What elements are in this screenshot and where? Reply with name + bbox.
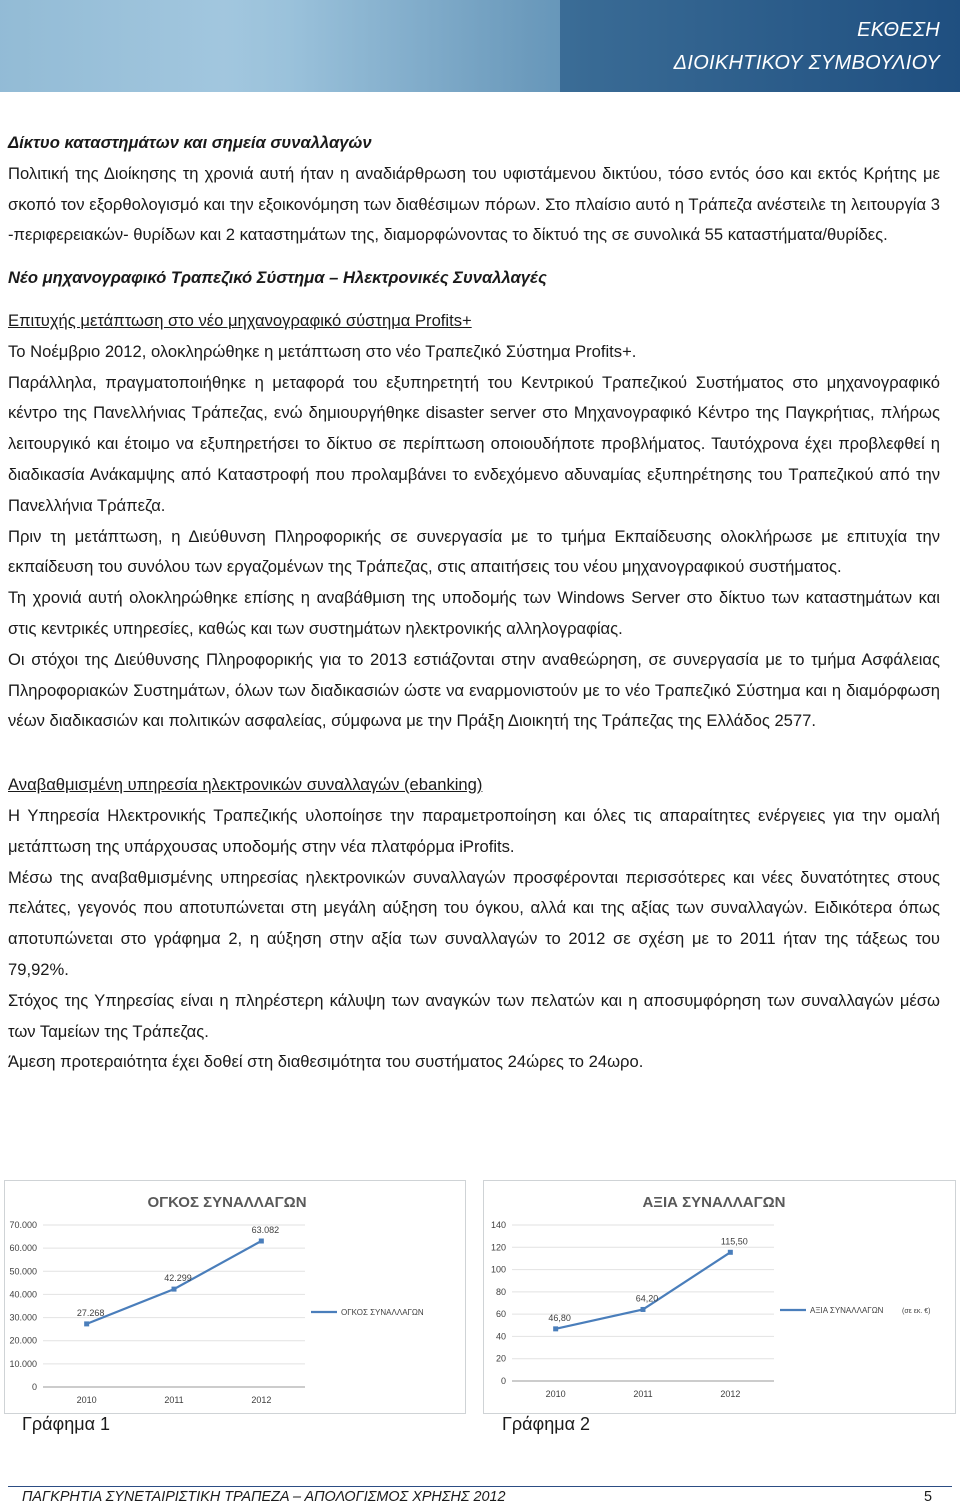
data-label: 42.299 — [164, 1273, 192, 1284]
paragraph: Τη χρονιά αυτή ολοκληρώθηκε επίσης η αναβάθμιση της υποδομής των Windows Server στο δίκτυο των καταστημάτων και στις κεντρικές υπηρεσίες, καθώς και των συστημάτων ηλεκτρονικής αλληλογραφίας. — [8, 588, 940, 638]
banner-photo — [0, 0, 560, 92]
y-tick-label: 120 — [490, 1242, 506, 1253]
paragraph: Πριν τη μετάπτωση, η Διεύθυνση Πληροφορικής σε συνεργασία με το τμήμα Εκπαίδευσης ολοκλήρωσε με επιτυχία την εκπαίδευση του συνόλου των εργαζομένων της Τράπεζας, στις απαιτήσεις του νέου μηχανογραφικού συστήματος. — [8, 526, 940, 577]
data-point — [259, 1239, 264, 1244]
x-tick-label: 2012 — [251, 1395, 272, 1405]
data-label: 63.082 — [251, 1225, 280, 1236]
paragraph: Μέσω της αναβαθμισμένης υπηρεσίας ηλεκτρονικών συναλλαγών προσφέρονται περισσότερες και νέες δυνατότητες στους πελάτες, γεγονός που αποτυπώνεται στη μεγάλη αύξηση του όγκου, αλλά και της αξίας των συναλλαγών. Ειδικότερα όπως αποτυπώνεται στο γράφημα 2, η αύξηση στην αξία των συναλλαγών το 2012 σε σχέση με το 2011 ήταν της τάξεως του 79,92%. — [8, 867, 940, 979]
chart-transaction-volume — [4, 1180, 466, 1414]
y-tick-label: 140 — [490, 1220, 506, 1230]
y-tick-label: 10.000 — [9, 1358, 37, 1369]
data-label: 27.268 — [76, 1307, 105, 1318]
legend-unit-label: (σε εκ. €) — [902, 1308, 931, 1315]
paragraph: Παράλληλα, πραγματοποιήθηκε η μεταφορά του εξυπηρετητή του Κεντρικού Τραπεζικού Συστήματος στο μηχανογραφικό κέντρο της Πανελλήνιας Τράπεζας, ενώ δημιουργήθηκε disaster server στο Μηχανογραφικό Κέντρο της Παγκρήτιας, πλήρως λειτουργικό και έτοιμο να εξυπηρετήσει το δίκτυο σε περίπτωση οποιουδήποτε προβλήματος. Ταυτόχρονα έχει προβλεφθεί η διαδικασία Ανάκαμψης από Καταστροφή που προλαμβάνει το ενδεχόμενο αδυναμίας εξυπηρέτησης του Τραπεζικού από την Πανελλήνια Τράπεζα. — [8, 372, 940, 515]
paragraph: Άμεση προτεραιότητα έχει δοθεί στη διαθεσιμότητα του συστήματος 24ώρες το 24ωρο. — [8, 1052, 644, 1072]
subsection-title-ebanking: Αναβαθμισμένη υπηρεσία ηλεκτρονικών συναλλαγών (ebanking) — [8, 775, 483, 795]
data-point — [172, 1287, 177, 1292]
x-tick-label: 2012 — [720, 1389, 741, 1399]
chart-title: ΑΞΙΑ ΣΥΝΑΛΛΑΓΩΝ — [642, 1194, 786, 1211]
y-tick-label: 60.000 — [9, 1243, 37, 1254]
y-tick-label: 30.000 — [9, 1312, 37, 1323]
footer — [22, 1489, 932, 1505]
main-content — [8, 128, 940, 1078]
chart-svg-value — [484, 1181, 955, 1413]
y-tick-label: 0 — [500, 1376, 506, 1386]
page-number: 5 — [923, 1489, 932, 1505]
data-label: 115,50 — [720, 1236, 748, 1247]
x-tick-label: 2011 — [633, 1389, 653, 1399]
paragraph: Η Υπηρεσία Ηλεκτρονικής Τραπεζικής υλοποίησε την παραμετροποίηση και όλες τις απαραίτητες ενέργειες για την ομαλή μετάπτωση της υπάρχουσας υποδομής στην νέα πλατφόρμα iProfits. — [8, 805, 940, 856]
paragraph: Οι στόχοι της Διεύθυνσης Πληροφορικής για το 2013 εστιάζονται στην αναθεώρηση, σε συνεργασία με το τμήμα Ασφάλειας Πληροφοριακών Συστημάτων, όλων των διαδικασιών ώστε να εναρμονιστούν με το νέο Τραπεζικό Σύστημα και η διαμόρφωση νέων διαδικασιών και πολιτικών ασφαλείας, σύμφωνα με την Πράξη Διοικητή της Τράπεζας της Ελλάδος 2577. — [8, 649, 940, 731]
chart1-caption: Γράφημα 1 — [22, 1414, 111, 1434]
header-banner — [0, 0, 960, 92]
report-title — [674, 14, 940, 80]
y-tick-label: 20.000 — [9, 1335, 37, 1346]
report-title-line1: ΕΚΘΕΣΗ — [857, 19, 940, 41]
data-point — [728, 1250, 733, 1255]
x-tick-label: 2010 — [76, 1395, 97, 1405]
y-tick-label: 80 — [495, 1286, 506, 1297]
chart-svg-volume — [5, 1181, 465, 1413]
y-tick-label: 70.000 — [9, 1220, 37, 1230]
charts-row — [0, 1180, 960, 1420]
legend-label: ΟΓΚΟΣ ΣΥΝΑΛΛΑΓΩΝ — [341, 1308, 424, 1317]
section-title-network: Δίκτυο καταστημάτων και σημεία συναλλαγών — [8, 133, 372, 152]
x-tick-label: 2011 — [164, 1395, 184, 1405]
x-tick-label: 2010 — [545, 1389, 566, 1399]
y-tick-label: 20 — [495, 1353, 506, 1364]
legend-label: ΑΞΙΑ ΣΥΝΑΛΛΑΓΩΝ — [810, 1306, 884, 1315]
chart-transaction-value — [483, 1180, 956, 1414]
subsection-title-profits: Επιτυχής μετάπτωση στο νέο μηχανογραφικό σύστημα Profits+ — [8, 310, 472, 330]
y-tick-label: 0 — [31, 1382, 37, 1392]
chart-title: ΟΓΚΟΣ ΣΥΝΑΛΛΑΓΩΝ — [147, 1194, 307, 1211]
paragraph: Στόχος της Υπηρεσίας είναι η πληρέστερη κάλυψη των αναγκών των πελατών και η απoσυμφόρηση των συναλλαγών μέσω των Ταμείων της Τράπεζας. — [8, 990, 940, 1041]
data-point — [553, 1326, 558, 1331]
chart2-caption: Γράφημα 2 — [502, 1414, 591, 1434]
report-title-line2: ΔΙΟΙΚΗΤΙΚΟΥ ΣΥΜΒΟΥΛΙΟΥ — [673, 52, 940, 74]
y-tick-label: 100 — [490, 1264, 506, 1275]
footer-text: ΠΑΓΚΡΗΤΙΑ ΣΥΝΕΤΑΙΡΙΣΤΙΚΗ ΤΡΑΠΕΖΑ – ΑΠΟΛΟΓΙΣΜΟΣ ΧΡΗΣΗΣ 2012 — [22, 1489, 506, 1505]
section-title-banking-system: Νέο μηχανογραφικό Τραπεζικό Σύστημα – Ηλεκτρονικές Συναλλαγές — [8, 268, 547, 288]
y-tick-label: 40.000 — [9, 1289, 37, 1300]
data-label: 64,20 — [635, 1293, 659, 1304]
y-tick-label: 40 — [495, 1331, 506, 1342]
data-point — [84, 1321, 89, 1326]
y-tick-label: 50.000 — [9, 1266, 37, 1277]
data-label: 46,80 — [548, 1312, 571, 1323]
footer-divider — [8, 1486, 952, 1487]
paragraph: Το Νοέμβριο 2012, ολοκληρώθηκε η μετάπτωση στο νέο Τραπεζικό Σύστημα Profits+. — [8, 341, 637, 361]
paragraph: Πολιτική της Διοίκησης τη χρονιά αυτή ήταν η αναδιάρθρωση του υφιστάμενου δικτύου, τόσο εντός όσο και εκτός Κρήτης με σκοπό τον εξορθολογισμό και την εξοικονόμηση των διαθέσιμων πόρων. Στο πλαίσιο αυτό η Τράπεζα ανέστειλε τη λειτουργία 3 -περιφερειακών- θυρίδων και 2 καταστημάτων της, διαμορφώνοντας το δίκτυό της σε συνολικά 55 καταστήματα/θυρίδες. — [8, 163, 940, 245]
series-line — [556, 1252, 731, 1329]
data-point — [641, 1307, 646, 1312]
y-tick-label: 60 — [495, 1309, 506, 1320]
